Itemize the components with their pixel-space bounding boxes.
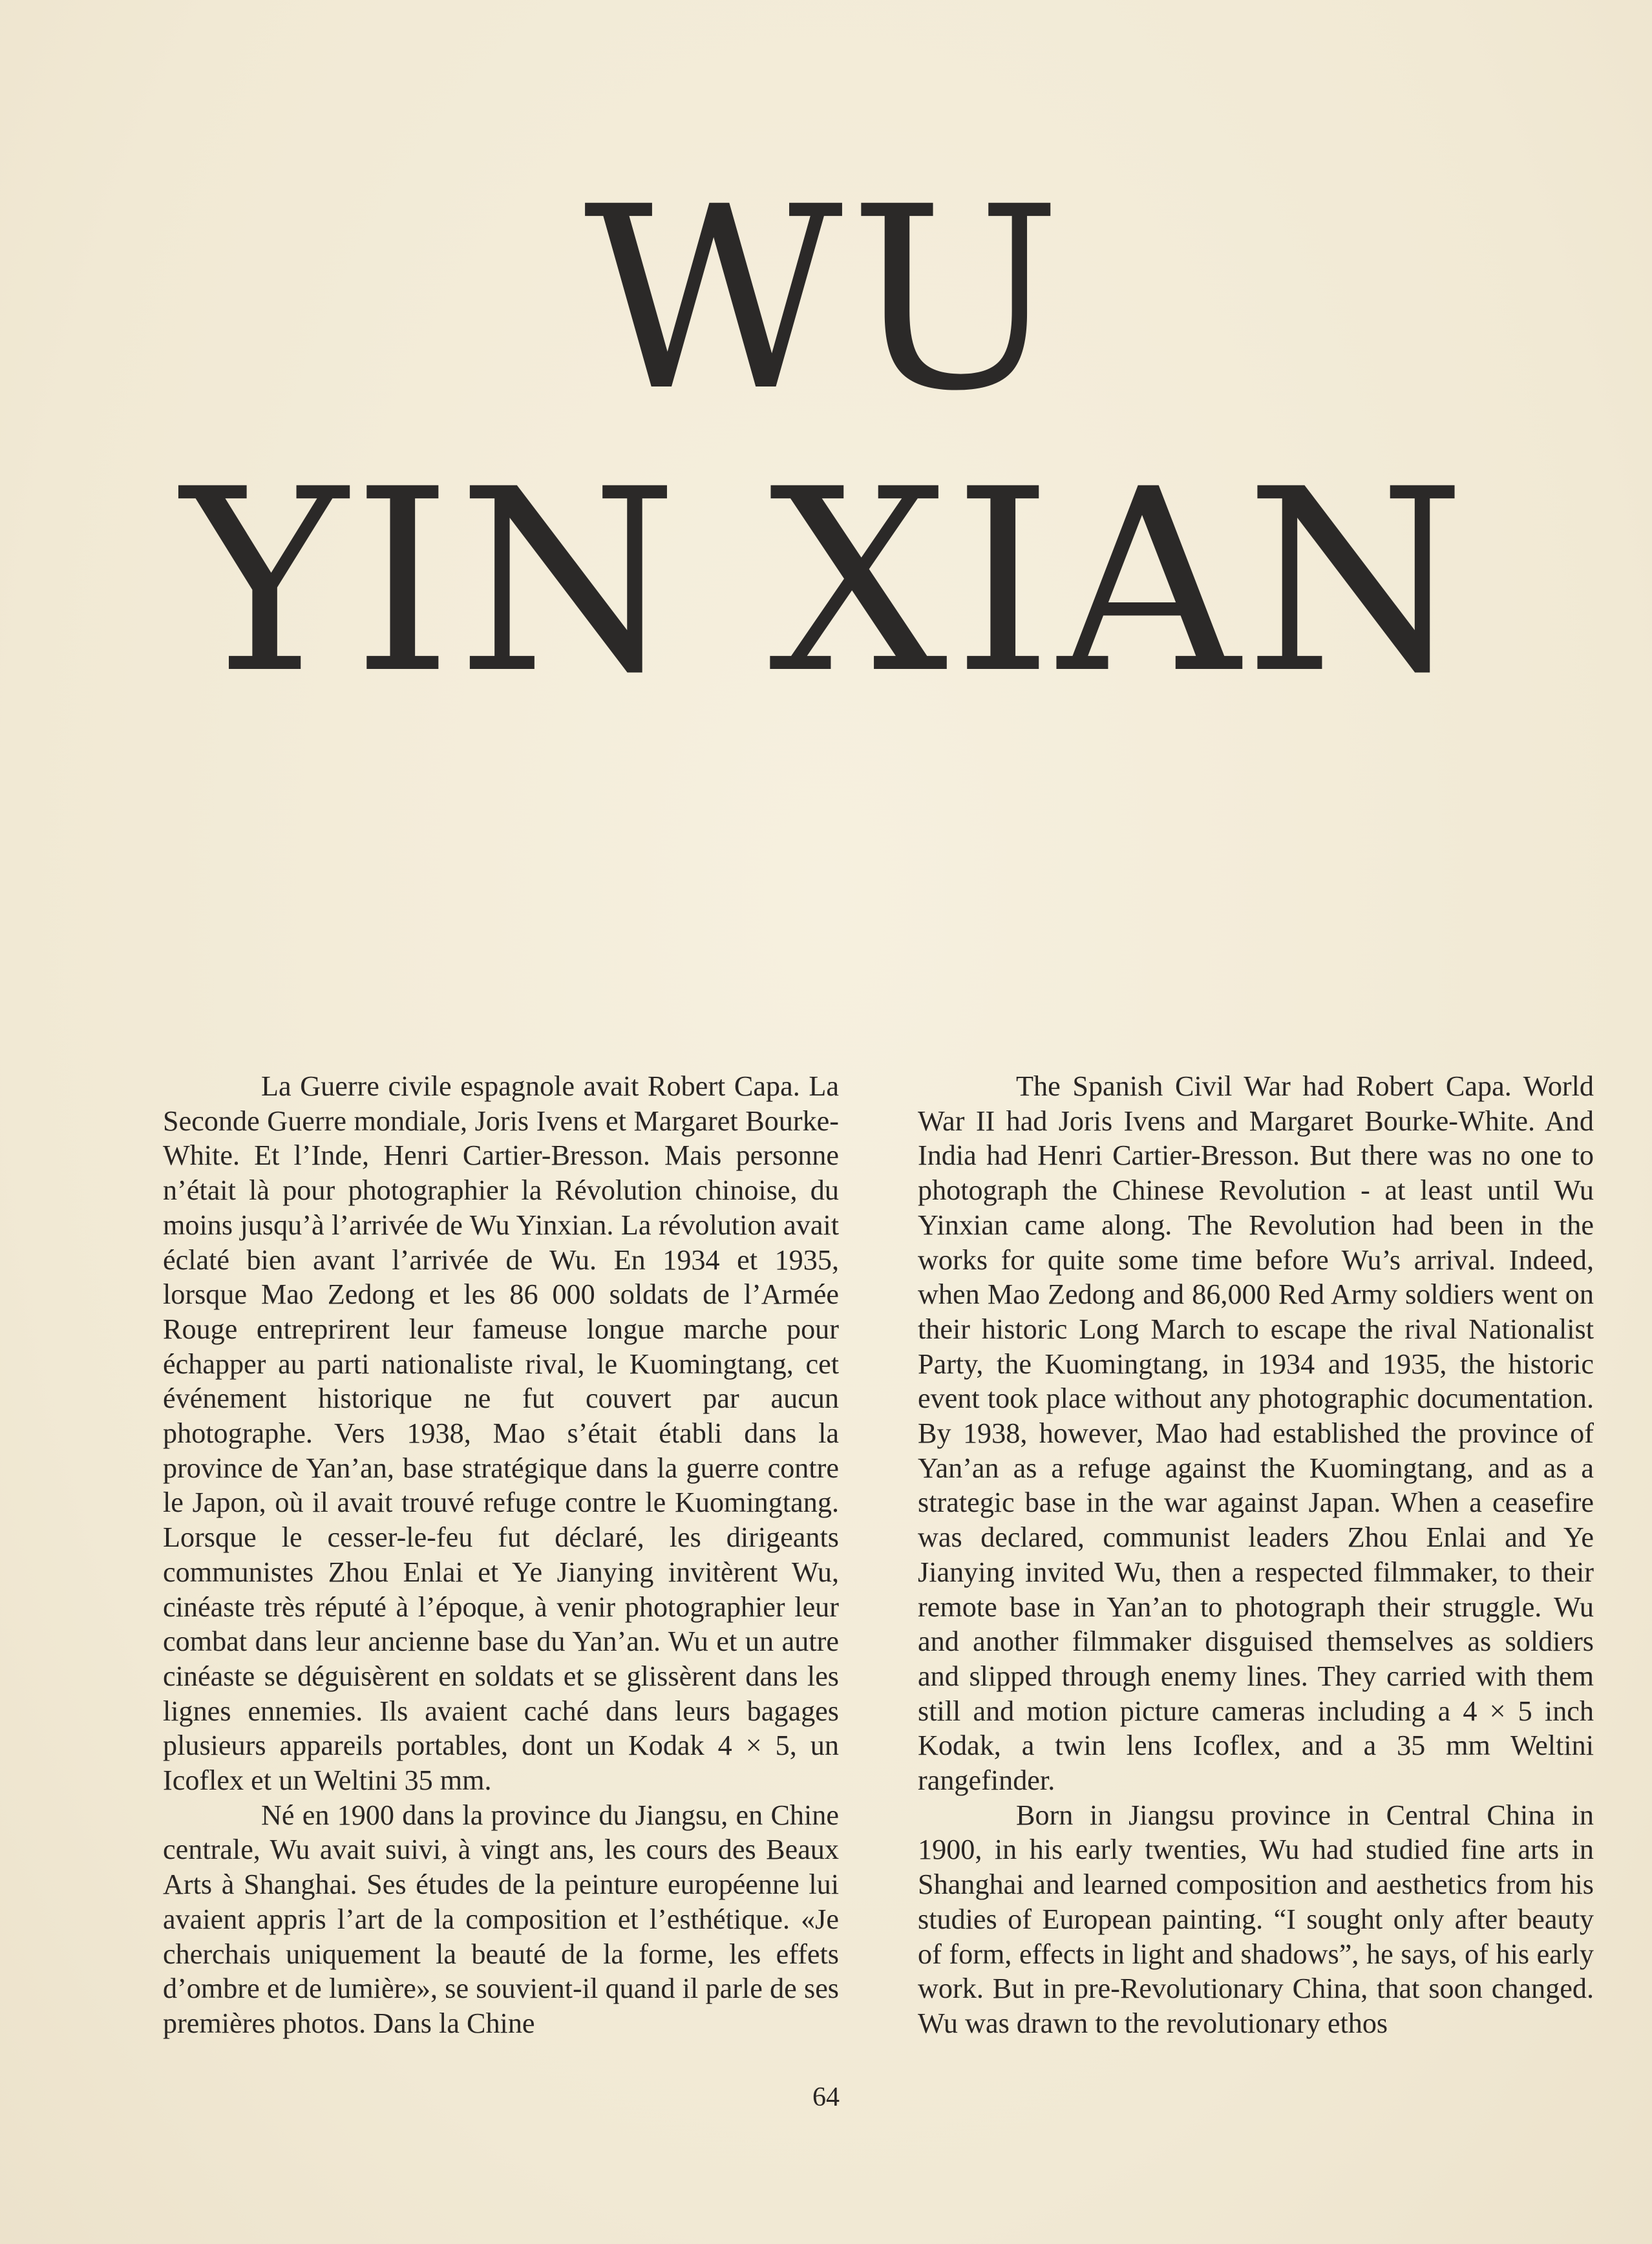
french-paragraph-2: Né en 1900 dans la province du Jiangsu, en Chine centrale, Wu avait suivi, à vingt ans, les cours des Beaux Arts à Shanghai. Ses études de la peinture européenne lui avaient appris l’art de la composition et l’esthétique. «Je cherchais uniquement la beauté de la forme, les effets d’ombre et de lumière», se souvient-il quand il parle de ses premières photos. Dans la Chine — [163, 1799, 839, 2039]
english-paragraph-2: Born in Jiangsu province in Central China in 1900, in his early twenties, Wu had studied fine arts in Shanghai and learned composition and aesthetics from his studies of European painting. “I sought only after beauty of form, effects in light and shadows”, he says, of his early work. But in pre-Revolutionary China, that soon changed. Wu was drawn to the revolutionary ethos — [918, 1799, 1594, 2039]
english-text-column — [918, 1069, 1594, 2041]
french-text-column — [163, 1069, 839, 2041]
english-paragraph-1: The Spanish Civil War had Robert Capa. World War II had Joris Ivens and Margaret Bourke-White. And India had Henri Cartier-Bresson. But there was no one to photograph the Chinese Revolution - at least until Wu Yinxian came along. The Revolution had been in the works for quite some time before Wu’s arrival. Indeed, when Mao Zedong and 86,000 Red Army soldiers went on their historic Long March to escape the rival Nationalist Party, the Kuomingtang, in 1934 and 1935, the historic event took place without any photographic documentation. By 1938, however, Mao had established the province of Yan’an as a refuge against the Kuomingtang, and as a strategic base in the war against Japan. When a ceasefire was declared, communist leaders Zhou Enlai and Ye Jianying invited Wu, then a respected filmmaker, to their remote base in Yan’an to photograph their struggle. Wu and another filmmaker disguised themselves as soldiers and slipped through enemy lines. They carried with them still and motion picture cameras including a 4 × 5 inch Kodak, a twin lens Icoflex, and a 35 mm Weltini rangefinder. — [918, 1070, 1594, 1797]
title-line-1: WU — [584, 153, 1068, 446]
french-paragraph-1: La Guerre civile espagnole avait Robert Capa. La Seconde Guerre mondiale, Joris Ivens et Margaret Bourke-White. Et l’Inde, Henri Cartier-Bresson. Mais personne n’était là pour photographier la Révolution chinoise, du moins jusqu’à l’arrivée de Wu Yinxian. La révolution avait éclaté bien avant l’arrivée de Wu. En 1934 et 1935, lorsque Mao Zedong et les 86 000 soldats de l’Armée Rouge entreprirent leur fameuse longue marche pour échapper au parti nationaliste rival, le Kuomingtang, cet événement historique ne fut couvert par aucun photographe. Vers 1938, Mao s’était établi dans la province de Yan’an, base stratégique dans la guerre contre le Japon, où il avait trouvé refuge contre le Kuomingtang. Lorsque le cesser-le-feu fut déclaré, les dirigeants communistes Zhou Enlai et Ye Jianying invitèrent Wu, cinéaste très réputé à l’époque, à venir photographier leur combat dans leur ancienne base du Yan’an. Wu et un autre cinéaste se déguisèrent en soldats et se glissèrent dans les lignes ennemies. Ils avaient caché dans leurs bagages plusieurs appareils portables, dont un Kodak 4 × 5, un Icoflex et un Weltini 35 mm. — [163, 1070, 839, 1797]
title-line-2: YIN XIAN — [181, 435, 1471, 728]
page-number: 64 — [812, 2082, 840, 2112]
